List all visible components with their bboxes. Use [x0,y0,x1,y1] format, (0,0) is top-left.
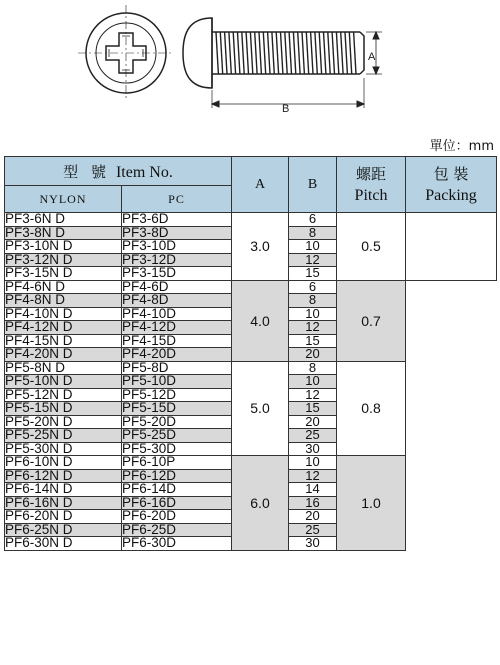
nylon-item-cell: PF4-6N D [5,280,122,294]
nylon-item-cell: PF3-6N D [5,213,122,227]
thread-line [289,32,291,74]
b-value-cell: 30 [289,442,337,456]
b-value-cell: 6 [289,280,337,294]
thread-line [250,32,252,74]
b-value-cell: 14 [289,483,337,497]
pc-item-cell: PF3-12D [122,253,232,267]
pc-item-cell: PF3-8D [122,226,232,240]
b-value-cell: 15 [289,267,337,281]
b-value-cell: 25 [289,523,337,537]
unit-label: 單位：mm [429,139,494,154]
nylon-item-cell: PF6-14N D [5,483,122,497]
pc-item-cell: PF5-12D [122,388,232,402]
nylon-item-cell: PF6-25N D [5,523,122,537]
thread-line [263,32,265,74]
thread-line [345,32,347,74]
thread-line [242,32,244,74]
pc-item-cell: PF6-16D [122,496,232,510]
nylon-item-cell: PF4-15N D [5,334,122,348]
a-value-cell: 3.0 [232,213,289,281]
nylon-item-cell: PF4-12N D [5,321,122,335]
packing-header [406,157,497,213]
b-value-cell: 15 [289,334,337,348]
thread-line [272,32,274,74]
dimension-a [366,32,382,74]
thread-line [225,32,227,74]
nylon-item-cell: PF5-30N D [5,442,122,456]
pc-item-cell: PF6-12D [122,469,232,483]
thread-line [354,32,356,74]
pitch-header [337,157,406,213]
size-group [5,280,497,361]
nylon-item-cell: PF6-10N D [5,456,122,470]
thread-line [293,32,295,74]
item-no-header-cjk: 型 號 [63,162,110,181]
b-value-cell: 6 [289,213,337,227]
thread-line [276,32,278,74]
b-value-cell: 20 [289,415,337,429]
thread-line [336,32,338,74]
pc-item-cell: PF3-6D [122,213,232,227]
b-value-cell: 20 [289,348,337,362]
nylon-item-cell: PF6-30N D [5,537,122,551]
nylon-item-cell: PF5-25N D [5,429,122,443]
nylon-item-cell: PF3-10N D [5,240,122,254]
thread-line [302,32,304,74]
b-value-cell: 10 [289,456,337,470]
thread-line [238,32,240,74]
b-value-cell: 8 [289,361,337,375]
size-group [5,361,497,456]
pc-item-cell: PF5-10D [122,375,232,389]
pc-item-cell: PF6-14D [122,483,232,497]
pc-item-cell: PF3-10D [122,240,232,254]
pc-item-cell: PF5-8D [122,361,232,375]
col-a-header: A [232,157,289,213]
pc-item-cell: PF4-20D [122,348,232,362]
size-group [5,213,497,281]
b-value-cell: 12 [289,253,337,267]
packing-cell [406,213,497,281]
nylon-item-cell: PF3-12N D [5,253,122,267]
thread-line [285,32,287,74]
b-value-cell: 10 [289,375,337,389]
nylon-item-cell: PF6-16N D [5,496,122,510]
pc-item-cell: PF5-25D [122,429,232,443]
thread-line [229,32,231,74]
b-value-cell: 12 [289,321,337,335]
size-group [5,456,497,551]
pc-item-cell: PF3-15D [122,267,232,281]
pc-item-cell: PF4-12D [122,321,232,335]
pitch-value-cell: 0.7 [337,280,406,361]
pc-item-cell: PF6-30D [122,537,232,551]
nylon-item-cell: PF3-15N D [5,267,122,281]
pc-header: PC [122,186,232,213]
thread-line [315,32,317,74]
a-value-cell: 6.0 [232,456,289,551]
thread-line [259,32,261,74]
nylon-item-cell: PF5-20N D [5,415,122,429]
thread-line [281,32,283,74]
dimension-a-label: A [368,51,376,63]
packing-header-cjk: 包 裝 [433,164,469,183]
b-value-cell: 16 [289,496,337,510]
b-value-cell: 12 [289,388,337,402]
item-no-header [5,157,232,186]
thread-line [233,32,235,74]
nylon-item-cell: PF5-15N D [5,402,122,416]
thread-line [328,32,330,74]
thread-line [216,32,218,74]
thread-line [298,32,300,74]
table-row [5,213,497,227]
thread-line [255,32,257,74]
b-value-cell: 25 [289,429,337,443]
screw-diagram [0,0,500,130]
b-value-cell: 20 [289,510,337,524]
b-value-cell: 15 [289,402,337,416]
nylon-item-cell: PF4-8N D [5,294,122,308]
thread-line [246,32,248,74]
pc-item-cell: PF5-30D [122,442,232,456]
pc-item-cell: PF4-8D [122,294,232,308]
table-row [5,361,497,375]
table-row [5,280,497,294]
thread-line [311,32,313,74]
pitch-header-cjk: 螺距 [355,164,386,183]
thread-line [306,32,308,74]
pc-item-cell: PF4-15D [122,334,232,348]
packing-header-en: Packing [425,186,477,204]
thread-line [319,32,321,74]
nylon-item-cell: PF6-20N D [5,510,122,524]
b-value-cell: 10 [289,307,337,321]
thread-line [332,32,334,74]
nylon-header: NYLON [5,186,122,213]
pc-item-cell: PF5-15D [122,402,232,416]
pc-item-cell: PF6-10P [122,456,232,470]
pc-item-cell: PF6-20D [122,510,232,524]
nylon-item-cell: PF5-12N D [5,388,122,402]
b-value-cell: 30 [289,537,337,551]
b-value-cell: 10 [289,240,337,254]
spec-table-header [5,157,497,213]
pitch-value-cell: 1.0 [337,456,406,551]
item-no-header-en: Item No. [115,163,173,181]
thread-line [268,32,270,74]
b-value-cell: 12 [289,469,337,483]
pitch-value-cell: 0.5 [337,213,406,281]
a-value-cell: 4.0 [232,280,289,361]
nylon-item-cell: PF4-10N D [5,307,122,321]
table-row [5,456,497,470]
nylon-item-cell: PF5-8N D [5,361,122,375]
spec-table [4,156,497,551]
pc-item-cell: PF5-20D [122,415,232,429]
thread-line [341,32,343,74]
pc-item-cell: PF4-10D [122,307,232,321]
nylon-item-cell: PF3-8N D [5,226,122,240]
pc-item-cell: PF6-25D [122,523,232,537]
nylon-item-cell: PF6-12N D [5,469,122,483]
col-b-header: B [289,157,337,213]
pitch-value-cell: 0.8 [337,361,406,456]
thread-line [349,32,351,74]
pc-item-cell: PF4-6D [122,280,232,294]
nylon-item-cell: PF5-10N D [5,375,122,389]
nylon-item-cell: PF4-20N D [5,348,122,362]
a-value-cell: 5.0 [232,361,289,456]
dimension-b-label: B [282,103,290,115]
dimension-b [212,78,364,115]
screw-top-view [78,5,174,101]
b-value-cell: 8 [289,226,337,240]
b-value-cell: 8 [289,294,337,308]
thread-line [324,32,326,74]
pitch-header-en: Pitch [354,186,388,204]
thread-line [220,32,222,74]
screw-side-view [183,18,364,88]
